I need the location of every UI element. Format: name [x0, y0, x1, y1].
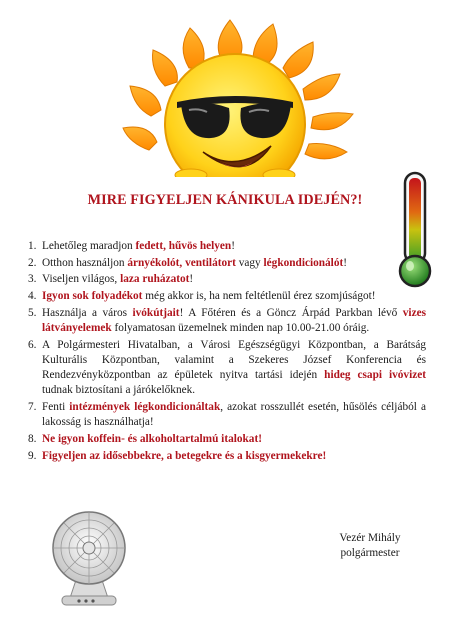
list-item: [28, 338, 426, 399]
emphasis-text: fedett, hűvös helyen: [135, 240, 232, 252]
advice-list: [28, 239, 426, 465]
signature-role: polgármester: [340, 547, 400, 559]
body-text: , azokat rosszullét esetén, hűsölés céljából a lakosság is használhatja!: [42, 401, 426, 429]
body-text: tudnak biztosítani a járókelőknek.: [42, 384, 196, 397]
body-text: Lehetőleg maradjon: [42, 240, 136, 252]
emphasis-text: hideg csapi ivóvizet: [324, 369, 426, 382]
smiling-sun-with-sunglasses: [95, 12, 365, 177]
emphasis-text: Figyeljen az idősebbekre, a betegekre és a kisgyermekekre!: [42, 449, 327, 462]
page-title: MIRE FIGYELJEN KÁNIKULA IDEJÉN?!: [87, 192, 363, 208]
list-item-number: 5.: [28, 306, 37, 319]
emphasis-text: intézmények légkondicionáltak: [69, 401, 221, 414]
list-item: [28, 289, 426, 304]
body-text: még akkor is, ha nem feltétlenül érez szomjúságot!: [142, 290, 376, 303]
body-text: Fenti: [42, 401, 70, 414]
list-item-number: 2.: [28, 256, 37, 269]
emphasis-text: laza ruházatot: [120, 273, 190, 286]
body-text: Otthon használjon: [42, 256, 128, 269]
emphasis-text: légkondicionálót: [263, 256, 344, 269]
list-item-number: 8.: [28, 432, 37, 445]
list-item-number: 1.: [28, 240, 37, 252]
desk-fan: [42, 508, 137, 608]
signature-name: Vezér Mihály: [339, 532, 401, 544]
body-text: Viseljen világos,: [42, 273, 121, 286]
list-item-number: 7.: [28, 401, 37, 414]
list-item: [28, 272, 426, 287]
body-text: !: [231, 240, 235, 252]
body-text: Használja a város: [42, 306, 133, 319]
signature-block: [318, 531, 422, 561]
emphasis-text: árnyékolót, ventilátort: [127, 256, 236, 269]
list-item: [28, 239, 426, 254]
list-item: [28, 256, 426, 271]
body-text: vagy: [235, 256, 264, 269]
body-text: folyamatosan üzemelnek minden nap 10.00-21.00 óráig.: [111, 322, 370, 335]
body-text: A Polgármesteri Hivatalban, a Városi Egészségügyi Központban, a Barátság Kulturális Központban, valamint a Szekeres József Konferencia és Rendezvényközpontban az épületek nyitva tartási idején: [42, 338, 426, 382]
list-item-number: 9.: [28, 449, 37, 462]
body-text: ! A Főtéren és a Göncz Árpád Parkban lévő: [179, 306, 403, 319]
emphasis-text: vizes látványelemek: [42, 306, 426, 335]
list-item: [28, 306, 426, 336]
emphasis-text: Igyon sok folyadékot: [42, 290, 143, 303]
list-item-number: 6.: [28, 338, 37, 351]
list-item: [28, 449, 426, 464]
emphasis-text: ivókútjait: [132, 306, 180, 319]
list-item: [28, 432, 426, 447]
list-item: [28, 400, 426, 430]
emphasis-text: Ne igyon koffein- és alkoholtartalmú italokat!: [42, 432, 262, 445]
list-item-number: 4.: [28, 290, 37, 303]
list-item-number: 3.: [28, 273, 37, 286]
body-text: !: [343, 256, 347, 269]
body-text: !: [189, 273, 194, 286]
